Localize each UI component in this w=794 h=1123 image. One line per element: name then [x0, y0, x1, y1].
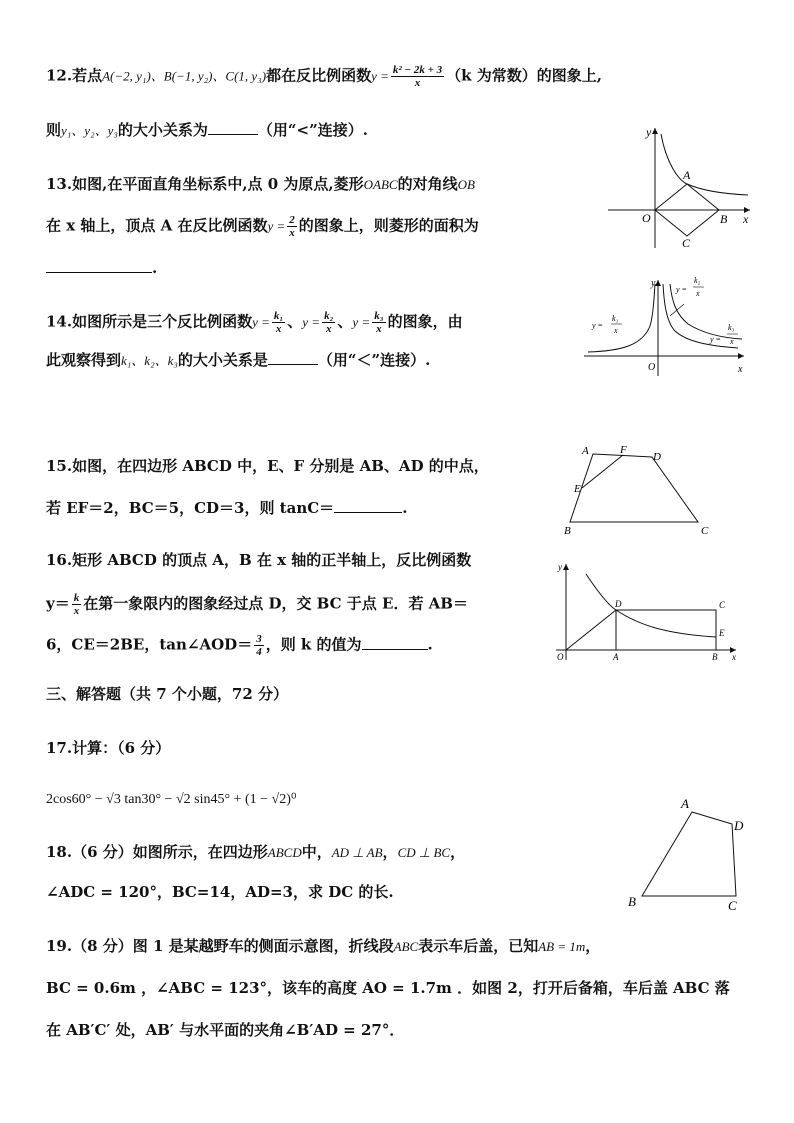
- q16-fig-C: C: [719, 600, 726, 610]
- q14-fig-l1-den: x: [614, 326, 618, 335]
- q15-line2: [46, 498, 407, 518]
- q13-lead: 13.如图,在平面直角坐标系中,点 0 为原点,菱形: [46, 175, 364, 193]
- q14-fig-l2-num: k₂: [694, 276, 701, 285]
- q13-mid: 的对角线: [397, 175, 458, 193]
- q18-line1-lead: 18.（6 分）如图所示，在四边形: [46, 843, 268, 861]
- q13-line3-tail: .: [152, 259, 158, 277]
- q14-f2-lhs: y =: [302, 314, 321, 330]
- q12-line2-tail: （用“<”连接）.: [257, 121, 368, 139]
- q12-lead: 12.若点: [46, 66, 103, 85]
- q12-func-fraction: [391, 64, 444, 89]
- q14-f3-num: k₃: [374, 310, 384, 322]
- q15-line1: 15.如图，在四边形 ABCD 中，E、F 分别是 AB、AD 的中点，: [46, 457, 489, 475]
- q16-k-fraction: [72, 592, 82, 617]
- q18-figure: [624, 794, 764, 916]
- q19-line3: 在 AB′C′ 处，AB′ 与水平面的夹角∠B′AD = 27°．: [46, 1021, 405, 1039]
- q13-func-lhs: y =: [267, 218, 286, 234]
- q14-f3-den: x: [376, 323, 382, 335]
- q13-fig-B: B: [720, 212, 728, 226]
- q14-ks: k₁、k₂、k₃: [121, 353, 178, 368]
- q14-f1-fraction: [272, 310, 285, 335]
- q19-line2: BC = 0.6m ，∠ABC = 123°，该车的高度 AO = 1.7m ．如图 2，打开后备箱，车后盖 ABC 落: [46, 979, 730, 997]
- q15-line2-lead: 若 EF＝2，BC＝5，CD＝3，则 tanC＝: [46, 499, 335, 517]
- q17-expression: 2cos60° − √3 tan30° − √2 sin45° + (1 − √2)⁰: [46, 792, 297, 807]
- q13-line1: [46, 174, 475, 195]
- q16-k-den: x: [73, 605, 80, 617]
- q14-fig-l3-lhs: y =: [710, 335, 721, 344]
- q15-fig-F: F: [620, 444, 627, 456]
- q16-line3-tail: ，则 k 的值为: [265, 635, 362, 654]
- q14-fig-x: x: [738, 364, 743, 375]
- q14-fig-l3-num: k₃: [728, 323, 735, 332]
- q14-f2-fraction: [322, 310, 335, 335]
- q16-fig-E: E: [719, 628, 725, 638]
- q19-line1-end: ，: [585, 937, 601, 955]
- q18-fig-D: D: [734, 818, 744, 833]
- q17-title: 17.计算：（6 分）: [46, 739, 171, 757]
- q18-fig-A: A: [681, 796, 689, 811]
- q19-abc: ABC: [393, 939, 419, 954]
- q16-tan-fraction: [254, 633, 264, 658]
- q19-line1: [46, 936, 600, 957]
- q16-line1: 16.矩形 ABCD 的顶点 A，B 在 x 轴的正半轴上，反比例函数: [46, 551, 472, 569]
- q14-figure: [580, 272, 750, 380]
- q15-line2-tail: .: [402, 499, 408, 517]
- q14-fig-l1-lhs: y =: [592, 321, 603, 330]
- q19-line1-lead: 19.（8 分）图 1 是某越野车的侧面示意图，折线段: [46, 937, 394, 955]
- q14-line1: [46, 310, 463, 335]
- q15-answer-blank[interactable]: [334, 498, 402, 513]
- q13-answer-blank[interactable]: [46, 258, 152, 273]
- q19-ab: AB = 1m: [538, 939, 586, 954]
- q16-line3-end: .: [427, 635, 433, 654]
- q14-fig-l2-lhs: y =: [676, 285, 687, 294]
- q12-mid: 都在反比例函数: [266, 66, 372, 85]
- q15-fig-A: A: [582, 445, 589, 457]
- q14-f1-den: x: [275, 323, 282, 335]
- q12-line2: [46, 120, 368, 141]
- q18-line1: [46, 842, 465, 863]
- q13-fig-y: y: [646, 125, 652, 139]
- q12-answer-blank[interactable]: [208, 120, 258, 135]
- q16-line2-lhs: y＝: [46, 594, 70, 613]
- q14-fig-O: O: [648, 362, 656, 373]
- q15-fig-E: E: [574, 483, 581, 495]
- q19-line1-mid: 表示车后盖，已知: [418, 937, 539, 955]
- q18-line1-mid: 中，: [301, 843, 332, 861]
- q15-figure: [558, 440, 728, 542]
- q13-fig-x: x: [743, 212, 749, 226]
- q13-fig-C: C: [682, 236, 691, 250]
- q16-k-num: k: [73, 592, 80, 604]
- q13-func-den: x: [289, 227, 295, 239]
- q16-line3-lead: 6，CE＝2BE，tan∠AOD＝: [46, 635, 253, 654]
- q12-tail: （k 为常数）的图象上,: [446, 66, 602, 85]
- q16-fig-y: y: [558, 562, 562, 572]
- q13-func-num: 2: [289, 214, 295, 226]
- q14-f3-fraction: [372, 310, 385, 335]
- q14-fig-l1-num: k₁: [612, 314, 619, 323]
- q12-func-den: x: [414, 77, 421, 89]
- q16-fig-A: A: [613, 652, 619, 662]
- q14-fig-l2-den: x: [696, 289, 700, 298]
- q13-line3: [46, 258, 157, 278]
- q14-f2-num: k₂: [324, 310, 334, 322]
- q14-f1-num: k₁: [273, 310, 284, 322]
- q18-fig-B: B: [628, 894, 636, 909]
- q14-line2: [46, 350, 430, 371]
- q18-line1-end: ，: [450, 843, 466, 861]
- q13-diag: OB: [457, 177, 475, 192]
- q12-func-num: k² − 2k + 3: [392, 64, 443, 76]
- q14-fig-y: y: [651, 278, 656, 289]
- q13-line2: [46, 214, 479, 239]
- q16-fig-D: D: [615, 599, 622, 609]
- q14-sep1: 、: [287, 312, 303, 331]
- q12-line2-lead: 则: [46, 121, 62, 139]
- q12-points: A(−2, y₁)、B(−1, y₂)、C(1, y₃): [102, 68, 267, 84]
- q13-fig-O: O: [642, 211, 651, 225]
- q18-fig-C: C: [728, 898, 737, 913]
- q12-line2-mid: 的大小关系为: [117, 121, 208, 139]
- q16-fig-O: O: [557, 652, 564, 662]
- q13-shape: OABC: [363, 177, 398, 192]
- q18-cond1: AD ⊥ AB: [331, 845, 383, 860]
- q16-line2: [46, 592, 468, 617]
- q16-line2-tail: 在第一象限内的图象经过点 D，交 BC 于点 E．若 AB＝: [83, 594, 468, 613]
- q14-answer-blank[interactable]: [268, 350, 318, 365]
- q14-fig-l3-den: x: [730, 337, 734, 346]
- q16-figure: [548, 560, 742, 668]
- q16-fig-x: x: [732, 652, 736, 662]
- q12-func-lhs: y =: [371, 68, 389, 84]
- q14-f3-lhs: y =: [352, 314, 371, 330]
- q16-answer-blank[interactable]: [362, 635, 428, 650]
- q18-cond2: CD ⊥ BC: [397, 845, 451, 860]
- q18-line2: ∠ADC = 120°，BC=14，AD=3，求 DC 的长.: [46, 883, 394, 901]
- q14-line2-tail: （用“＜”连接）.: [317, 351, 431, 369]
- q13-line2-tail: 的图象上，则菱形的面积为: [298, 216, 479, 235]
- q13-figure: [608, 122, 758, 252]
- q15-fig-C: C: [701, 525, 709, 537]
- q18-shape: ABCD: [267, 845, 302, 860]
- q16-fig-B: B: [712, 652, 718, 662]
- q15-fig-D: D: [653, 451, 661, 463]
- q12-line1: [46, 64, 602, 89]
- q14-sep2: 、: [337, 312, 353, 331]
- q14-f1-lhs: y =: [252, 314, 270, 330]
- q12-ys: y₁、y₂、y₃: [61, 123, 118, 138]
- q13-fig-A: A: [683, 168, 691, 182]
- q14-line2-lead: 此观察得到: [46, 351, 122, 369]
- q18-comma: ，: [382, 843, 398, 861]
- q13-func-fraction: [287, 214, 297, 239]
- q16-line3: [46, 633, 433, 658]
- section3-heading: 三、解答题（共 7 个小题，72 分）: [46, 685, 288, 703]
- q14-f2-den: x: [325, 323, 332, 335]
- q14-lead: 14.如图所示是三个反比例函数: [46, 312, 253, 331]
- q16-tan-num: 3: [256, 633, 262, 645]
- q13-line2-lead: 在 x 轴上，顶点 A 在反比例函数: [46, 216, 268, 235]
- q15-fig-B: B: [564, 525, 571, 537]
- q14-tail: 的图象，由: [387, 312, 463, 331]
- q14-line2-mid: 的大小关系是: [177, 351, 268, 369]
- q16-tan-den: 4: [256, 646, 262, 658]
